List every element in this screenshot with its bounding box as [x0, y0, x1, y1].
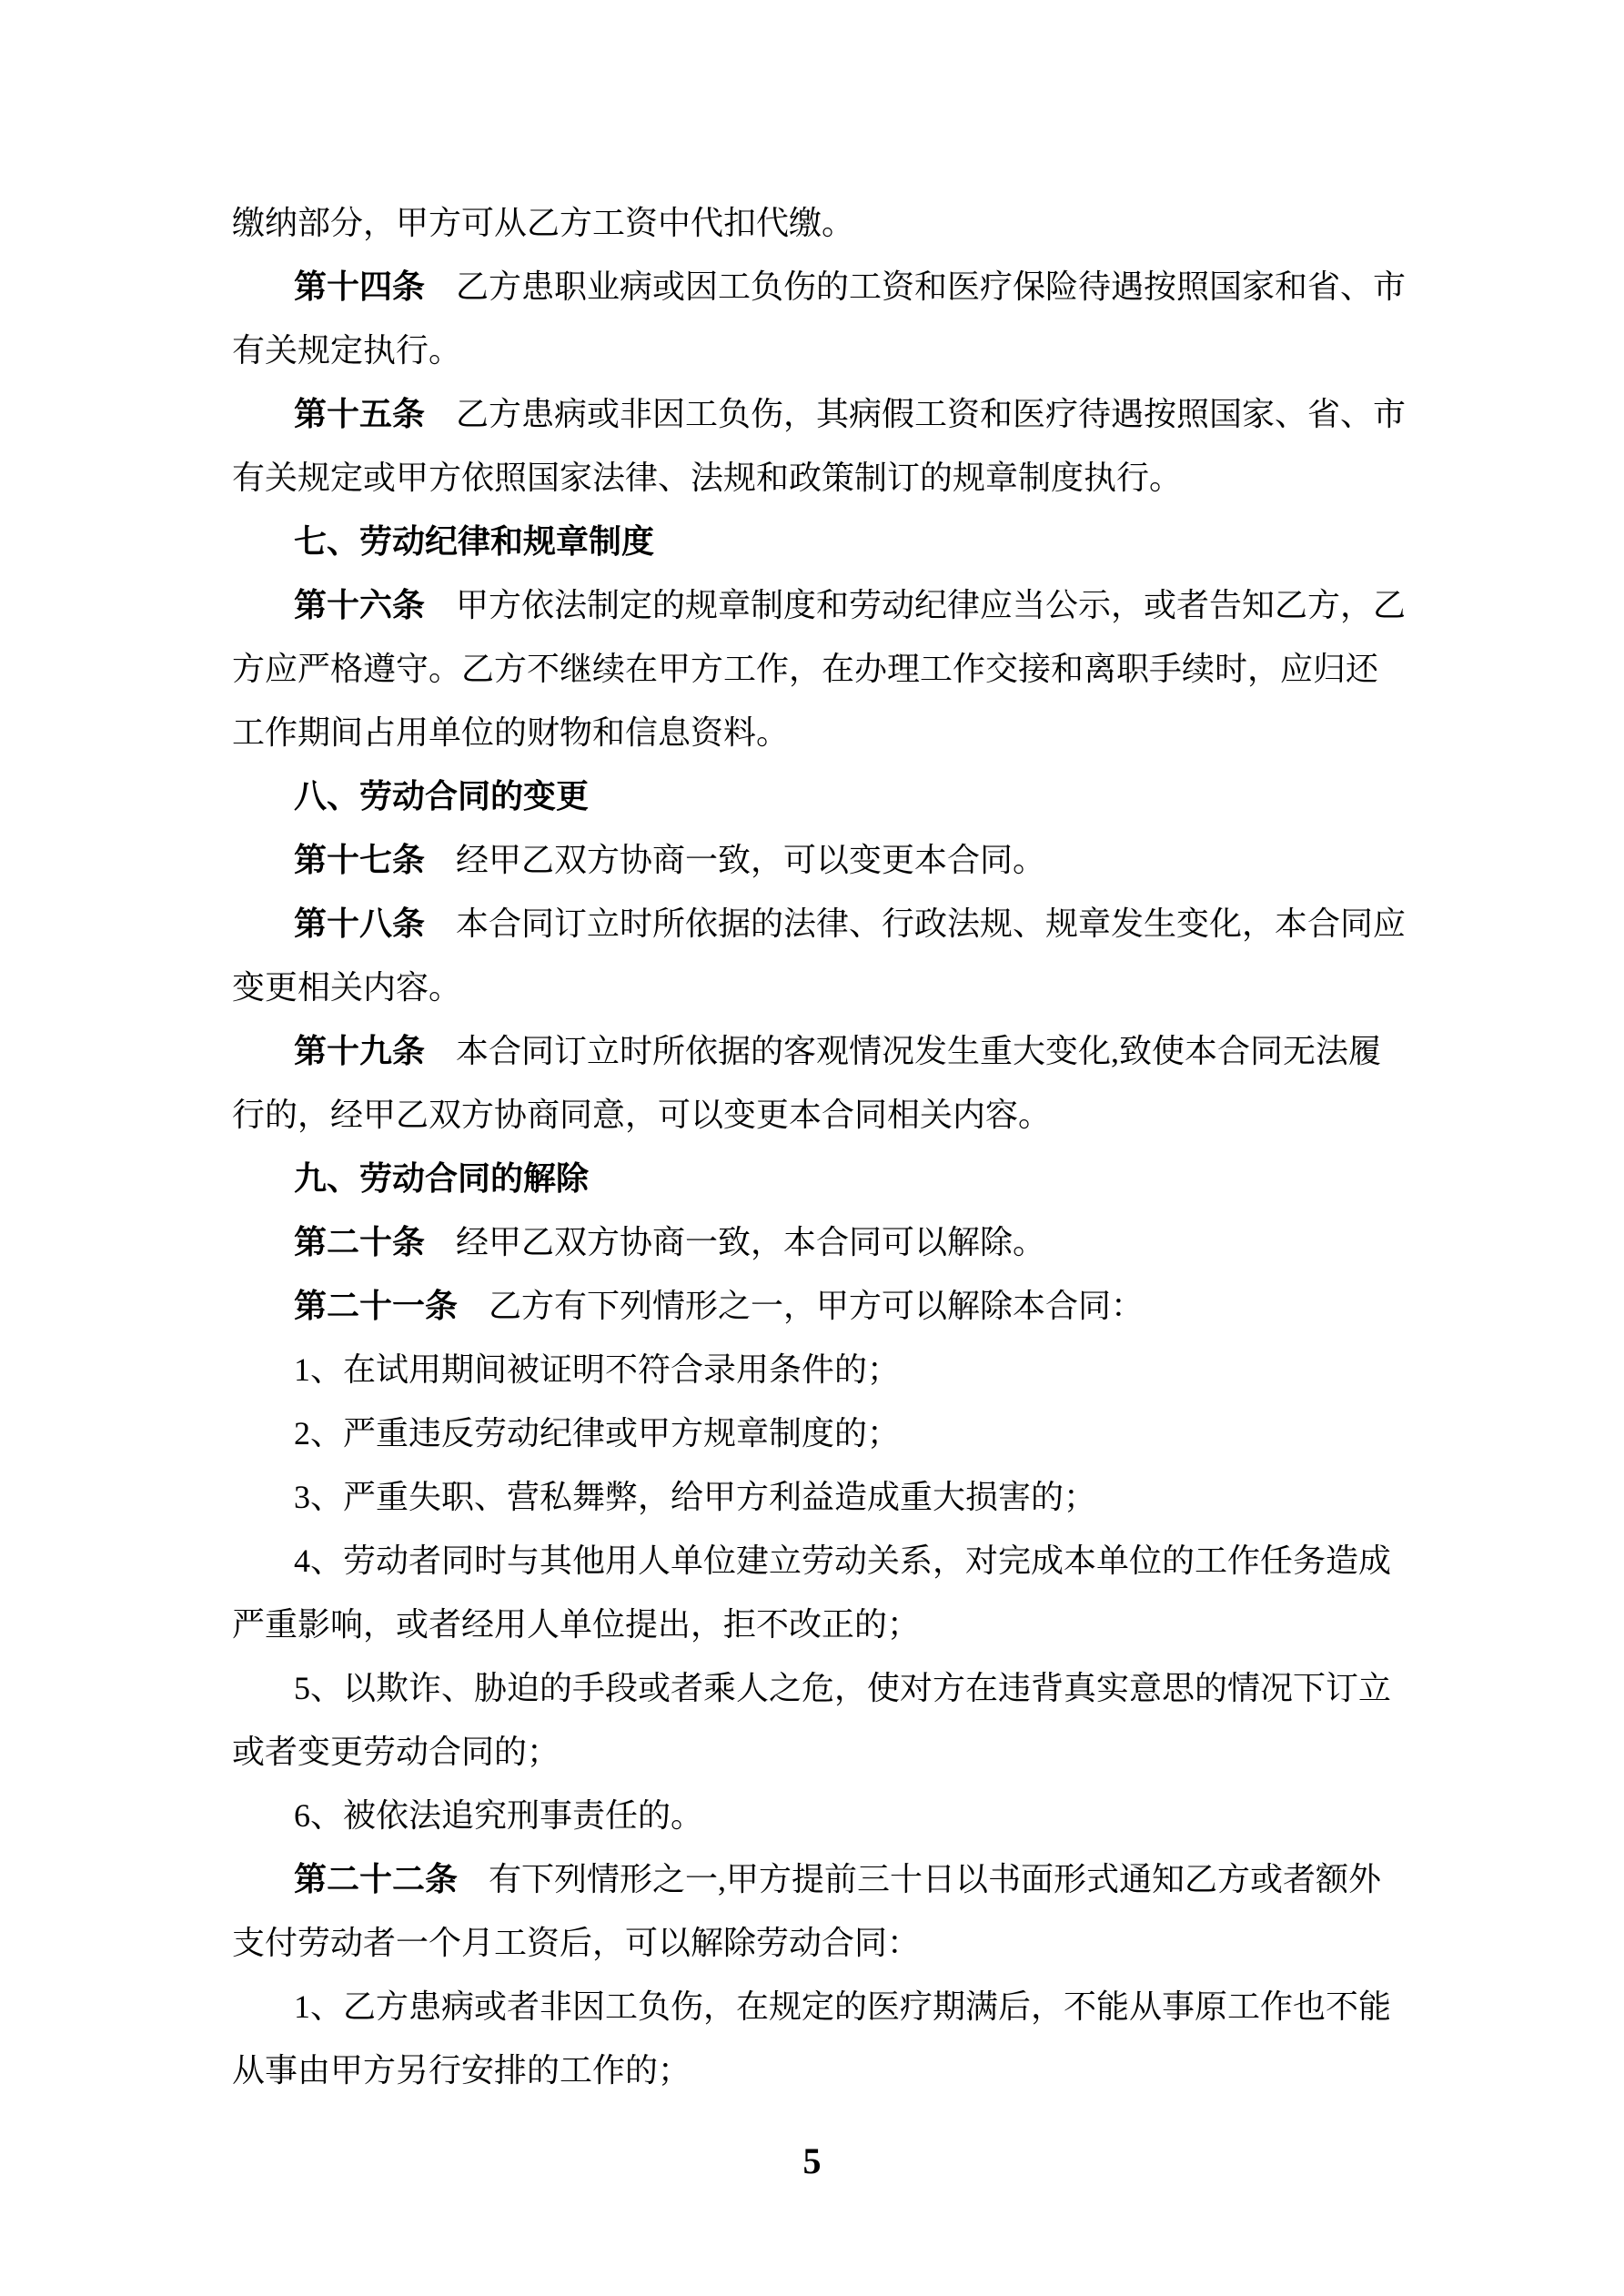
body-line: 有关规定执行。 [232, 332, 462, 369]
document-body [232, 191, 1410, 2102]
body-line: 严重影响，或者经用人单位提出，拒不改正的； [232, 1606, 921, 1643]
body-line: 从事由甲方另行安排的工作的； [232, 2052, 691, 2089]
clause-term: 第十五条 [294, 396, 426, 432]
clause-line [232, 1210, 1410, 1274]
clause-text: 乙方患病或非因工负伤，其病假工资和医疗待遇按照国家、省、市 [456, 396, 1407, 432]
body-line: 或者变更劳动合同的； [232, 1734, 560, 1770]
list-item-line: 6、被依法追究刑事责任的。 [294, 1797, 704, 1834]
clause-line [232, 255, 1410, 319]
clause-line [232, 1019, 1410, 1083]
list-item-line: 5、以欺诈、胁迫的手段或者乘人之危，使对方在违背真实意思的情况下订立 [294, 1670, 1392, 1706]
clause-line [232, 382, 1410, 446]
clause-term: 第十四条 [294, 268, 426, 305]
clause-term: 第十八条 [294, 905, 426, 942]
clause-text: 乙方有下列情形之一，甲方可以解除本合同： [489, 1288, 1145, 1324]
body-line: 工作期间占用单位的财物和信息资料。 [232, 714, 790, 751]
clause-line [232, 828, 1410, 892]
clause-text: 有下列情形之一,甲方提前三十日以书面形式通知乙方或者额外 [489, 1861, 1382, 1897]
section-heading: 八、劳动合同的变更 [294, 778, 590, 814]
clause-text: 本合同订立时所依据的客观情况发生重大变化,致使本合同无法履 [456, 1033, 1382, 1069]
clause-term: 第二十二条 [294, 1861, 459, 1897]
clause-term: 第十七条 [294, 842, 426, 878]
body-line: 有关规定或甲方依照国家法律、法规和政策制订的规章制度执行。 [232, 460, 1183, 496]
list-item-line: 3、严重失职、营私舞弊，给甲方利益造成重大损害的； [294, 1479, 1097, 1515]
clause-term: 第二十条 [294, 1224, 426, 1260]
section-heading: 七、劳动纪律和规章制度 [294, 523, 655, 560]
list-item-line: 2、严重违反劳动纪律或甲方规章制度的； [294, 1415, 901, 1451]
clause-term: 第十六条 [294, 587, 426, 623]
clause-line [232, 573, 1410, 637]
clause-term: 第二十一条 [294, 1288, 459, 1324]
body-line: 行的，经甲乙双方协商同意，可以变更本合同相关内容。 [232, 1097, 1052, 1133]
body-line: 支付劳动者一个月工资后，可以解除劳动合同： [232, 1925, 921, 1961]
list-item-line: 1、在试用期间被证明不符合录用条件的； [294, 1351, 901, 1388]
list-item-line: 1、乙方患病或者非因工负伤，在规定的医疗期满后，不能从事原工作也不能 [294, 1988, 1392, 2025]
clause-text: 乙方患职业病或因工负伤的工资和医疗保险待遇按照国家和省、市 [456, 268, 1407, 305]
page-number: 5 [802, 2140, 822, 2181]
clause-text: 经甲乙双方协商一致，本合同可以解除。 [456, 1224, 1046, 1260]
clause-term: 第十九条 [294, 1033, 426, 1069]
list-item-line: 4、劳动者同时与其他用人单位建立劳动关系，对完成本单位的工作任务造成 [294, 1542, 1392, 1579]
body-line: 缴纳部分，甲方可从乙方工资中代扣代缴。 [232, 205, 855, 241]
clause-line [232, 892, 1410, 956]
clause-line [232, 1274, 1410, 1338]
body-line: 变更相关内容。 [232, 969, 462, 1006]
clause-text: 经甲乙双方协商一致，可以变更本合同。 [456, 842, 1046, 878]
clause-text: 甲方依法制定的规章制度和劳动纪律应当公示，或者告知乙方，乙 [456, 587, 1407, 623]
section-heading: 九、劳动合同的解除 [294, 1160, 590, 1197]
clause-line [232, 1847, 1410, 1911]
body-line: 方应严格遵守。乙方不继续在甲方工作，在办理工作交接和离职手续时，应归还 [232, 651, 1379, 687]
clause-text: 本合同订立时所依据的法律、行政法规、规章发生变化，本合同应 [456, 905, 1407, 942]
